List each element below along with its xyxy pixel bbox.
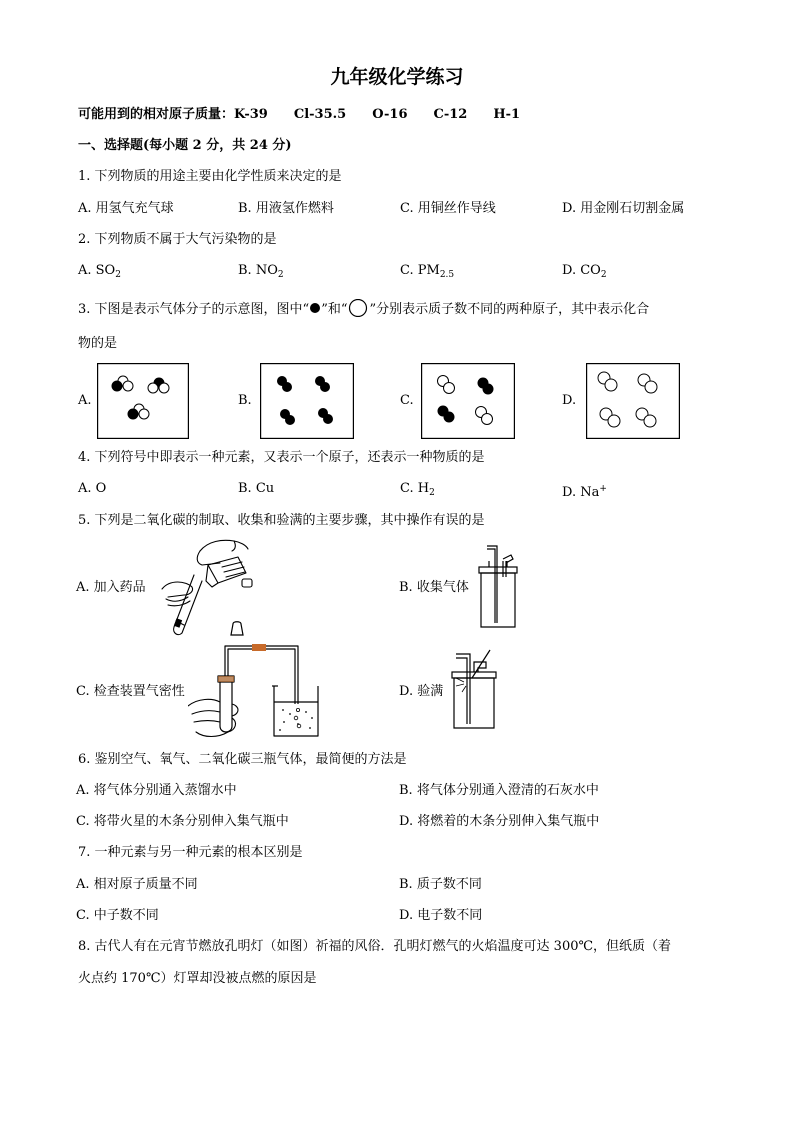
q4-option-c: C. $H_2$ xyxy=(400,481,435,498)
q2-option-d: D. $CO_2$ xyxy=(562,263,607,280)
q3-option-c: C. xyxy=(400,393,414,408)
q6-option-c: C. 将带火星的木条分别伸入集气瓶中 xyxy=(76,814,289,829)
atomic-mass-h: H-1 xyxy=(493,107,521,122)
atomic-mass-o: O-16 xyxy=(372,107,408,122)
q5-option-d: D. 验满 xyxy=(399,684,444,699)
rubber-stopper-icon xyxy=(228,620,246,636)
q3-diagram-d xyxy=(586,363,680,439)
q5-option-c: C. 检查装置气密性 xyxy=(76,684,185,699)
question-3-stem: 3. 下图是表示气体分子的示意图，图中“ ”和“ ”分别表示质子数不同的两种原子，其中表示化合 xyxy=(78,299,649,318)
q5-full-check-figure xyxy=(450,648,504,732)
question-7-stem: 7. 一种元素与另一种元素的根本区别是 xyxy=(78,845,303,860)
filled-atom-icon xyxy=(309,302,321,314)
question-3-stem-line2: 物的是 xyxy=(78,336,118,351)
q1-option-d: D. 用金刚石切割金属 xyxy=(562,201,685,216)
q1-option-a: A. 用氢气充气球 xyxy=(78,201,174,216)
q7-option-a: A. 相对原子质量不同 xyxy=(76,877,198,892)
atomic-mass-label: 可能用到的相对原子质量： xyxy=(78,107,235,122)
q3-diagram-a xyxy=(97,363,189,439)
q3-option-b: B. xyxy=(238,393,252,408)
atomic-mass-c: C-12 xyxy=(433,107,468,122)
q6-option-d: D. 将燃着的木条分别伸入集气瓶中 xyxy=(399,814,600,829)
q5-option-b: B. 收集气体 xyxy=(399,580,469,595)
q7-option-c: C. 中子数不同 xyxy=(76,908,159,923)
question-6-stem: 6. 鉴别空气、氧气、二氧化碳三瓶气体，最简便的方法是 xyxy=(78,752,407,767)
q3-diagram-c xyxy=(421,363,515,439)
q2-option-b: B. $NO_2$ xyxy=(238,263,284,280)
q1-option-c: C. 用铜丝作导线 xyxy=(400,201,496,216)
question-4-stem: 4. 下列符号中即表示一种元素，又表示一个原子，还表示一种物质的是 xyxy=(78,450,485,465)
q7-option-b: B. 质子数不同 xyxy=(399,877,482,892)
q3-option-a: A. xyxy=(78,393,92,408)
atomic-mass-cl: Cl-35.5 xyxy=(293,107,347,122)
question-8-stem-line2: 火点约 170℃）灯罩却没被点燃的原因是 xyxy=(78,971,317,986)
q6-option-b: B. 将气体分别通入澄清的石灰水中 xyxy=(399,783,599,798)
question-1-stem: 1. 下列物质的用途主要由化学性质来决定的是 xyxy=(78,169,342,184)
q4-option-a: A. O xyxy=(78,481,107,496)
q1-option-b: B. 用液氢作燃料 xyxy=(238,201,334,216)
question-2-stem: 2. 下列物质不属于大气污染物的是 xyxy=(78,232,277,247)
q5-option-a: A. 加入药品 xyxy=(76,580,146,595)
page-title: 九年级化学练习 xyxy=(330,66,464,88)
q2-option-a: A. $SO_2$ xyxy=(78,263,121,280)
atomic-mass-line xyxy=(78,107,546,123)
q6-option-a: A. 将气体分别通入蒸馏水中 xyxy=(76,783,237,798)
section-heading: 一、选择题(每小题 2 分，共 24 分) xyxy=(78,138,292,153)
q7-option-d: D. 电子数不同 xyxy=(399,908,483,923)
q5-gas-collection-figure xyxy=(475,543,521,631)
atomic-mass-k: K-39 xyxy=(234,107,268,122)
question-5-stem: 5. 下列是二氧化碳的制取、收集和验满的主要步骤，其中操作有误的是 xyxy=(78,513,485,528)
q3-option-d: D. xyxy=(562,393,577,408)
q4-option-b: B. Cu xyxy=(238,481,275,496)
q2-option-c: C. $PM_{2.5}$ xyxy=(400,263,455,280)
question-8-stem: 8. 古代人有在元宵节燃放孔明灯（如图）祈福的风俗．孔明灯燃气的火焰温度可达 300℃，但纸质（着 xyxy=(78,939,672,954)
hollow-atom-icon xyxy=(347,299,369,317)
q4-option-d: D. Na+ xyxy=(562,484,607,500)
q3-diagram-b xyxy=(260,363,354,439)
q5-airtightness-figure xyxy=(188,642,326,740)
